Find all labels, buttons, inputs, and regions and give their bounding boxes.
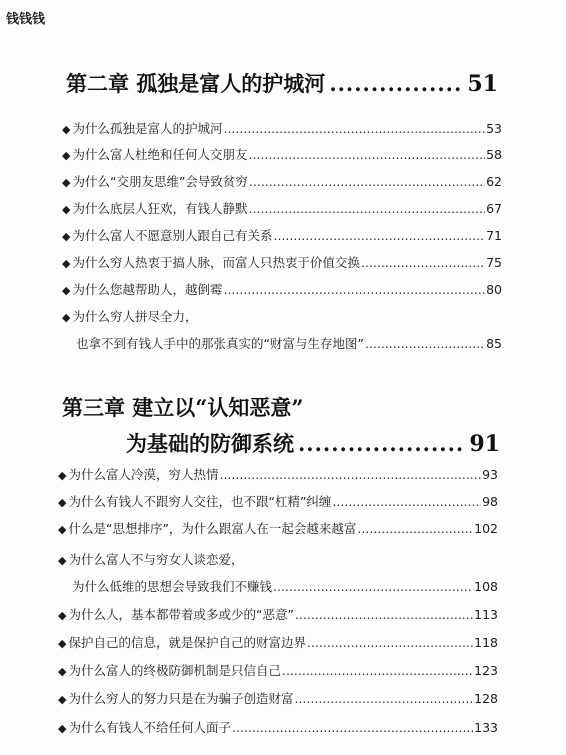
leader-dots: [329, 71, 463, 96]
diamond-bullet-icon: ◆: [58, 609, 67, 622]
diamond-bullet-icon: ◆: [58, 665, 67, 678]
toc-entry-page: 123: [474, 663, 498, 678]
diamond-bullet-icon: ◆: [62, 284, 71, 297]
diamond-bullet-icon: ◆: [58, 554, 67, 567]
toc-entry-title: 为什么富人不与穷女人谈恋爱，: [68, 552, 244, 567]
toc-entry-page: 75: [486, 255, 502, 270]
toc-entry-title: 为什么有钱人不跟穷人交往，也不跟“杠精”纠缠: [68, 494, 332, 509]
diamond-bullet-icon: ◆: [62, 311, 71, 324]
leader-dots: [232, 720, 473, 735]
toc-entry-title: 为什么穷人拼尽全力，: [72, 309, 198, 324]
chapter-2-heading: [66, 68, 498, 98]
leader-dots: [298, 431, 465, 456]
diamond-bullet-icon: ◆: [58, 637, 67, 650]
toc-entry[interactable]: [58, 519, 498, 537]
toc-entry-title: 为什么富人杜绝和任何人交朋友: [72, 147, 248, 162]
toc-entry-page: 102: [474, 521, 498, 536]
toc-entry[interactable]: [58, 718, 498, 736]
leader-dots: [273, 579, 473, 594]
leader-dots: [307, 635, 473, 650]
toc-entry[interactable]: [62, 280, 502, 298]
toc-entry[interactable]: [58, 605, 498, 623]
leader-dots: [273, 228, 485, 243]
toc-entry[interactable]: [62, 226, 502, 244]
diamond-bullet-icon: ◆: [62, 176, 71, 189]
toc-entry[interactable]: [58, 492, 498, 510]
toc-entry-title: 为什么穷人的努力只是在为骗子创造财富: [68, 691, 294, 706]
toc-entry[interactable]: [58, 661, 498, 679]
toc-entry[interactable]: [58, 689, 498, 707]
toc-entry-title: 为什么穷人热衷于搞人脉，而富人只热衷于价值交换: [72, 255, 360, 270]
leader-dots: [249, 174, 485, 189]
diamond-bullet-icon: ◆: [62, 203, 71, 216]
toc-entry[interactable]: [62, 307, 502, 325]
toc-entry-title: 为什么富人的终极防御机制是只信自己: [68, 663, 281, 678]
leader-dots: [294, 691, 473, 706]
leader-dots: [295, 607, 473, 622]
toc-entry-page: 80: [486, 282, 502, 297]
chapter-2-page: 51: [467, 71, 498, 97]
toc-entry[interactable]: [58, 633, 498, 651]
page-header: 钱钱钱: [6, 12, 46, 27]
toc-entry-page: 53: [486, 121, 502, 136]
chapter-3-page: 91: [469, 431, 500, 457]
diamond-bullet-icon: ◆: [62, 123, 71, 136]
diamond-bullet-icon: ◆: [62, 149, 71, 162]
toc-entry-page: 98: [482, 494, 498, 509]
leader-dots: [219, 467, 481, 482]
toc-entry-page: 67: [486, 201, 502, 216]
diamond-bullet-icon: ◆: [62, 230, 71, 243]
toc-entry-page: 118: [474, 635, 498, 650]
leader-dots: [282, 663, 473, 678]
toc-entry-title: 为什么有钱人不给任何人面子: [68, 720, 231, 735]
toc-entry-page: 108: [474, 579, 498, 594]
toc-entry[interactable]: [62, 199, 502, 217]
leader-dots: [365, 336, 485, 351]
chapter-2-title: 第二章 孤独是富人的护城河: [66, 71, 326, 96]
toc-entry-page: 93: [482, 467, 498, 482]
toc-entry-page: 71: [486, 228, 502, 243]
leader-dots: [248, 147, 485, 162]
toc-entry-title: 什么是“思想排序”，为什么跟富人在一起会越来越富: [68, 521, 357, 536]
diamond-bullet-icon: ◆: [58, 469, 67, 482]
leader-dots: [223, 121, 485, 136]
toc-entry-title: 为什么富人冷漠，穷人热情: [68, 467, 219, 482]
toc-entry-page: 133: [474, 720, 498, 735]
toc-entry-title: 为什么您越帮助人，越倒霉: [72, 282, 223, 297]
toc-entry-title: 为什么富人不愿意别人跟自己有关系: [72, 228, 273, 243]
toc-entry[interactable]: [62, 119, 502, 137]
toc-entry-page: 128: [474, 691, 498, 706]
toc-entry-title: 保护自己的信息，就是保护自己的财富边界: [68, 635, 306, 650]
toc-entry-page: 58: [486, 147, 502, 162]
diamond-bullet-icon: ◆: [58, 496, 67, 509]
diamond-bullet-icon: ◆: [58, 722, 67, 735]
chapter-3-heading: [62, 392, 500, 458]
chapter-3-title-line1: 第三章 建立以“认知恶意”: [62, 395, 304, 420]
chapter-3-title-line2: 为基础的防御系统: [126, 431, 294, 456]
toc-entry-page: 113: [474, 607, 498, 622]
toc-entry-title: 也拿不到有钱人手中的那张真实的“财富与生存地图”: [76, 336, 364, 351]
leader-dots: [361, 255, 485, 270]
toc-entry-page: 62: [486, 174, 502, 189]
leader-dots: [223, 282, 485, 297]
toc-entry-title: 为什么低维的思想会导致我们不赚钱: [72, 579, 273, 594]
toc-entry[interactable]: [62, 253, 502, 271]
toc-entry-page: 85: [486, 336, 502, 351]
diamond-bullet-icon: ◆: [58, 523, 67, 536]
diamond-bullet-icon: ◆: [62, 257, 71, 270]
toc-entry-title: 为什么底层人狂欢，有钱人静默: [72, 201, 248, 216]
toc-entry-title: 为什么人，基本都带着或多或少的“恶意”: [68, 607, 294, 622]
leader-dots: [248, 201, 485, 216]
toc-entry[interactable]: [58, 465, 498, 483]
leader-dots: [332, 494, 481, 509]
toc-entry[interactable]: [62, 145, 502, 163]
leader-dots: [357, 521, 473, 536]
toc-entry[interactable]: [62, 172, 502, 190]
diamond-bullet-icon: ◆: [58, 693, 67, 706]
toc-entry-title: 为什么“交朋友思维”会导致贫穷: [72, 174, 248, 189]
toc-entry[interactable]: [58, 550, 498, 568]
toc-entry-continuation[interactable]: [72, 577, 498, 595]
toc-entry-continuation[interactable]: [76, 334, 502, 352]
toc-entry-title: 为什么孤独是富人的护城河: [72, 121, 223, 136]
